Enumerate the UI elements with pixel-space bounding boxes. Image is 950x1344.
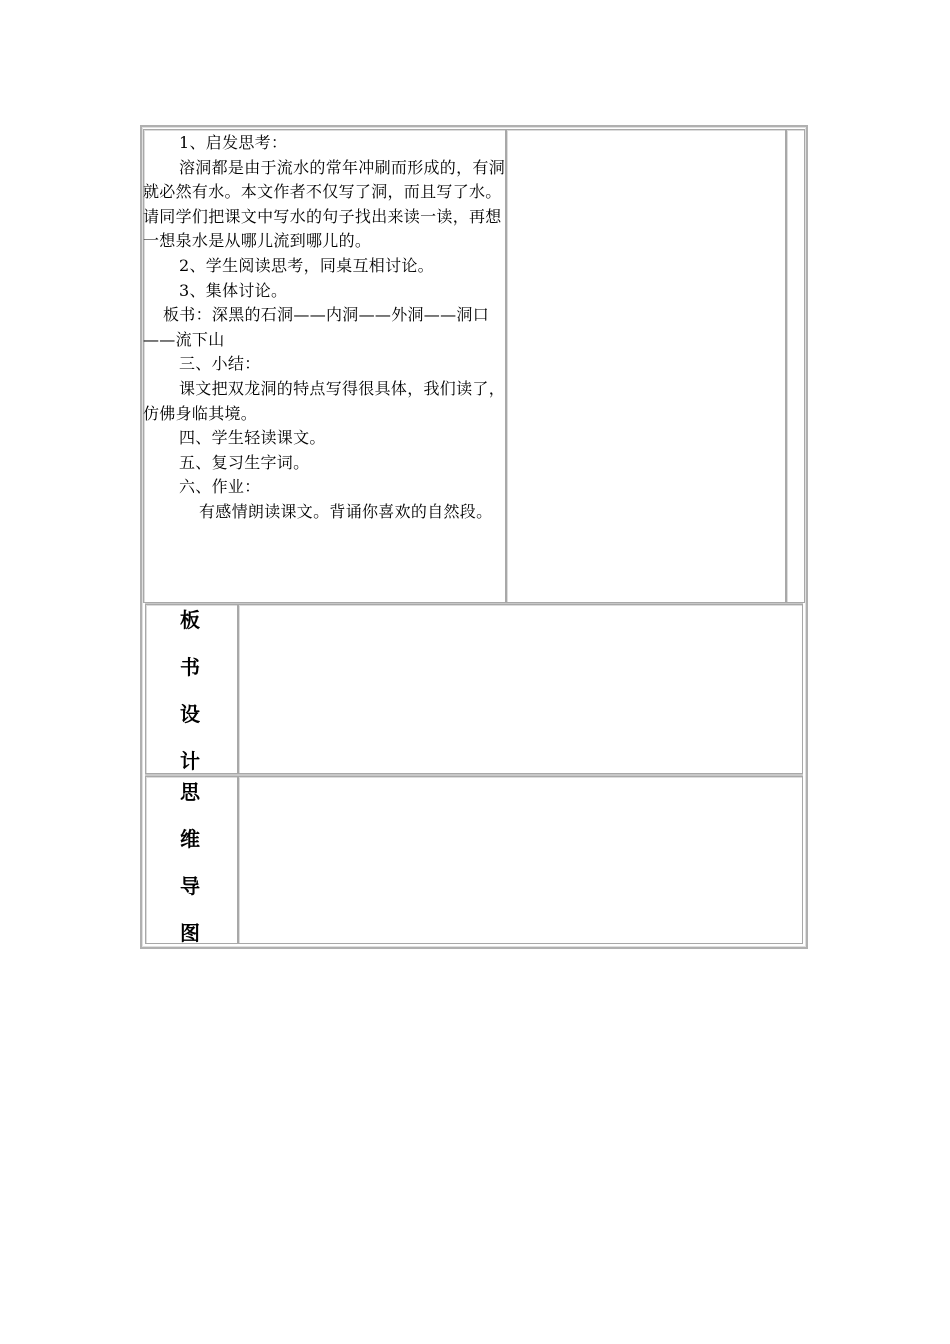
lesson-paragraph: 1、启发思考： xyxy=(179,133,288,152)
mind-map-content-cell xyxy=(238,776,803,944)
lesson-paragraph: 2、学生阅读思考，同桌互相讨论。 xyxy=(179,255,434,275)
lesson-paragraph: 四、学生轻读课文。 xyxy=(179,428,326,448)
board-design-content-cell xyxy=(238,604,803,774)
label-char: 图 xyxy=(180,921,200,945)
lesson-paragraph: 板书：深黑的石洞——内洞——外洞——洞口——流下山 xyxy=(143,305,490,349)
narrow-side-cell xyxy=(786,129,805,603)
label-char: 板 xyxy=(180,608,200,632)
mind-map-label xyxy=(168,778,212,966)
label-char: 导 xyxy=(180,874,200,898)
lesson-paragraph: 六、作业： xyxy=(179,477,261,497)
lesson-paragraph: 课文把双龙洞的特点写得很具体，我们读了，仿佛身临其境。 xyxy=(143,378,506,423)
board-design-label xyxy=(168,606,212,794)
lesson-paragraph: 溶洞都是由于流水的常年冲刷而形成的，有洞就必然有水。本文作者不仅写了洞，而且写了水。请同学们把课文中写水的句子找出来读一读，再想一想泉水是从哪儿流到哪儿的。 xyxy=(143,157,506,251)
label-char: 计 xyxy=(180,749,200,773)
lesson-paragraph: 有感情朗读课文。背诵你喜欢的自然段。 xyxy=(199,501,493,521)
notes-cell xyxy=(506,129,786,603)
teaching-process-text xyxy=(143,131,507,525)
lesson-paragraph: 五、复习生字词。 xyxy=(179,452,310,472)
label-char: 维 xyxy=(180,827,200,851)
lesson-paragraph: 三、小结： xyxy=(179,354,261,374)
lesson-paragraph: 3、集体讨论。 xyxy=(179,280,288,300)
label-char: 设 xyxy=(180,702,200,726)
label-char: 书 xyxy=(180,655,200,679)
label-char: 思 xyxy=(180,780,200,804)
